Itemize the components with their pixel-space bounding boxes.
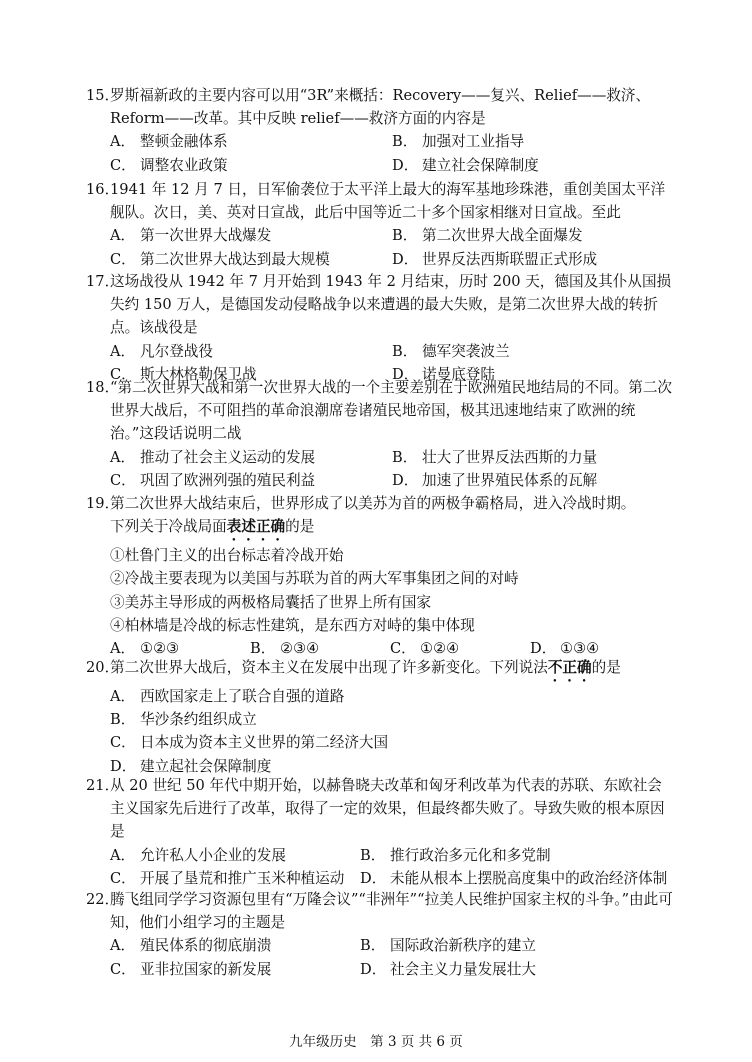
question-text: “第二次世界大战和第一次世界大战的一个主要差别在于欧洲殖民地结局的不同。第二次世界大战后，不可阻挡的革命浪潮席卷诸殖民地帝国，极其迅速地结束了欧洲的统治。”这段话说明二战 [110, 379, 673, 443]
option-d[interactable]: D． 诺曼底登陆 [392, 365, 495, 383]
question-text-line2-post: 的是 [285, 518, 315, 536]
option-d[interactable]: D． 社会主义力量发展壮大 [360, 960, 536, 978]
option-c[interactable]: C． ①②④ [390, 640, 460, 658]
option-a[interactable]: A． ①②③ [110, 640, 180, 658]
question-text-line2-pre: 下列关于冷战局面 [110, 518, 227, 536]
option-d[interactable]: D． 加速了世界殖民体系的瓦解 [392, 471, 598, 489]
options [86, 446, 676, 492]
option-b[interactable]: B． 壮大了世界反法西斯的力量 [392, 448, 598, 466]
options [86, 934, 676, 980]
question-text: 腾飞组同学学习资源包里有“万隆会议”“非洲年”“拉美人民维护国家主权的斗争。”由此可知，他们小组学习的主题是 [110, 891, 673, 932]
question-20 [86, 656, 676, 778]
option-b[interactable]: B． 推行政治多元化和多党制 [360, 846, 551, 864]
question-18 [86, 376, 676, 492]
option-d[interactable]: D． 建立起社会保障制度 [110, 757, 272, 775]
question-19 [86, 492, 676, 660]
statement-3: ③美苏主导形成的两极格局囊括了世界上所有国家 [110, 593, 432, 611]
question-stem [86, 376, 676, 446]
question-text-pre: 第二次世界大战后，资本主义在发展中出现了许多新变化。下列说法 [110, 659, 548, 676]
emphasis-text: 不正确 [547, 659, 592, 676]
option-c[interactable]: C． 调整农业政策 [110, 156, 228, 174]
question-15 [86, 84, 676, 177]
option-b[interactable]: B． ②③④ [250, 640, 320, 658]
option-c[interactable]: C． 巩固了欧洲列强的殖民利益 [110, 471, 316, 489]
question-17 [86, 270, 676, 386]
option-c[interactable]: C． 开展了垦荒和推广玉米种植运动 [110, 869, 345, 887]
question-number: 15． [86, 87, 120, 104]
question-22 [86, 888, 676, 981]
question-number: 20． [86, 659, 120, 676]
statement-1: ①杜鲁门主义的出台标志着冷战开始 [110, 547, 344, 565]
question-text: 这场战役从 1942 年 7 月开始到 1943 年 2 月结束，历时 200 天，德国及其仆从国损失约 150 万人，是德国发动侵略战争以来遭遇的最大失败，是第二次世界大战的转折点。该战役是 [110, 273, 672, 337]
question-stem [86, 178, 676, 224]
option-d[interactable]: D． ①③④ [530, 640, 600, 658]
question-16 [86, 178, 676, 271]
option-c[interactable]: C． 第二次世界大战达到最大规模 [110, 250, 330, 268]
option-a[interactable]: A． 整顿金融体系 [110, 133, 228, 151]
option-b[interactable]: B． 华沙条约组织成立 [110, 711, 257, 729]
option-c[interactable]: C． 亚非拉国家的新发展 [110, 960, 272, 978]
option-a[interactable]: A． 西欧国家走上了联合自强的道路 [110, 688, 345, 705]
options [86, 844, 676, 890]
question-stem [86, 492, 676, 544]
question-number: 16． [86, 181, 120, 198]
question-number: 21． [86, 777, 120, 794]
question-stem [86, 656, 676, 685]
options [86, 130, 676, 176]
question-text: 1941 年 12 月 7 日，日军偷袭位于太平洋上最大的海军基地珍珠港，重创美国太平洋舰队。次日，美、英对日宣战，此后中国等近二十多个国家相继对日宣战。至此 [110, 181, 666, 222]
option-a[interactable]: A． 推动了社会主义运动的发展 [110, 448, 316, 466]
question-text-post: 的是 [591, 659, 621, 676]
option-a[interactable]: A． 凡尔登战役 [110, 342, 213, 360]
question-number: 18． [86, 379, 120, 396]
option-d[interactable]: D． 世界反法西斯联盟正式形成 [392, 250, 598, 268]
statement-4: ④柏林墙是冷战的标志性建筑，是东西方对峙的集中体现 [110, 616, 475, 634]
question-text-line1: 第二次世界大战结束后，世界形成了以美苏为首的两极争霸格局，进入冷战时期。 [110, 495, 636, 512]
question-number: 22． [86, 891, 120, 908]
statement-2: ②冷战主要表现为以美国与苏联为首的两大军事集团之间的对峙 [110, 570, 519, 588]
question-21 [86, 774, 676, 890]
option-b[interactable]: B． 加强对工业指导 [392, 133, 525, 151]
page-footer: 九年级历史 第 3 页 共 6 页 [289, 1034, 463, 1050]
option-c[interactable]: C． 日本成为资本主义世界的第二经济大国 [110, 734, 389, 752]
question-number: 19． [86, 495, 120, 512]
option-b[interactable]: B． 德军突袭波兰 [392, 342, 510, 360]
question-stem [86, 270, 676, 340]
question-text: 罗斯福新政的主要内容可以用“3R”来概括：Recovery——复兴、Relief——救济、Reform——改革。其中反映 relief——救济方面的内容是 [110, 87, 651, 128]
option-d[interactable]: D． 未能从根本上摆脱高度集中的政治经济体制 [360, 869, 668, 887]
question-text: 从 20 世纪 50 年代中期开始，以赫鲁晓夫改革和匈牙利改革为代表的苏联、东欧社会主义国家先后进行了改革，取得了一定的效果，但最终都失败了。导致失败的根本原因是 [110, 777, 665, 841]
question-stem [86, 888, 676, 934]
option-a[interactable]: A． 第一次世界大战爆发 [110, 227, 272, 245]
question-stem [86, 84, 676, 130]
option-b[interactable]: B． 第二次世界大战全面爆发 [392, 227, 583, 245]
option-d[interactable]: D． 建立社会保障制度 [392, 156, 539, 174]
question-stem [86, 774, 676, 844]
options [86, 685, 676, 778]
option-c[interactable]: C． 斯大林格勒保卫战 [110, 365, 257, 383]
option-a[interactable]: A． 允许私人小企业的发展 [110, 846, 286, 864]
emphasis-text: 表述正确 [226, 518, 286, 536]
option-a[interactable]: A． 殖民体系的彻底崩溃 [110, 937, 272, 955]
options [86, 224, 676, 270]
option-b[interactable]: B． 国际政治新秩序的建立 [360, 937, 536, 955]
question-number: 17． [86, 273, 120, 290]
